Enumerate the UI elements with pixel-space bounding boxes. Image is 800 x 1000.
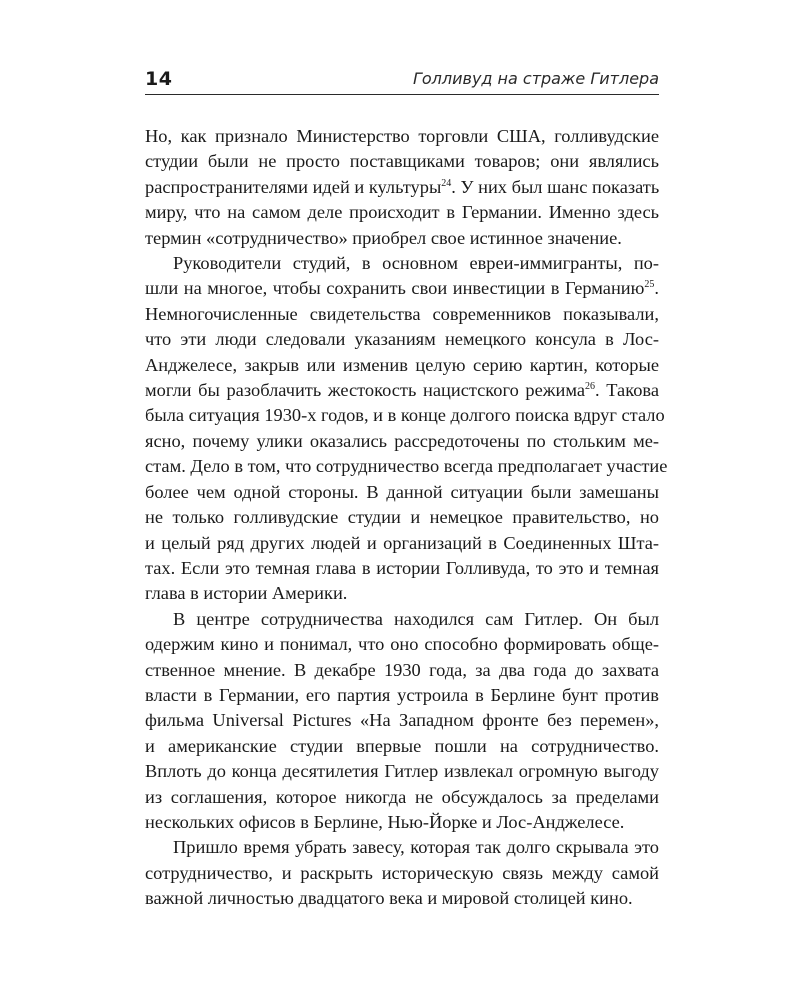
footnote-ref: 24 xyxy=(441,177,452,189)
text-line: стам. Дело в том, что сотрудничество всегда предполагает участие xyxy=(145,456,668,477)
text-line: нескольких офисов в Берлине, Нью-Йорке и Лос-Анджелесе. xyxy=(145,811,625,832)
text-line: В центре сотрудничества находился сам Гитлер. Он был xyxy=(173,608,659,629)
text-line: фильма Universal Pictures «На Западном фронте без перемен», xyxy=(145,710,659,731)
text-line: была ситуация 1930-х годов, и в конце долгого поиска вдруг стало xyxy=(145,405,665,426)
text-line xyxy=(145,175,659,200)
text-line xyxy=(145,378,659,403)
footnote-ref: 25 xyxy=(644,279,655,291)
text-line: термин «сотрудничество» приобрел свое истинное значение. xyxy=(145,227,622,248)
line-fragment: шли на многое, чтобы сохранить свои инвестиции в Германию xyxy=(145,278,645,299)
line-fragment: распространителями идей и культуры xyxy=(145,176,442,197)
paragraph-1 xyxy=(145,124,659,251)
text-line: студии были не просто поставщиками товаров; они являлись xyxy=(145,151,659,172)
running-title: Голливуд на страже Гитлера xyxy=(412,69,659,88)
text-line: Но, как признало Министерство торговли США, голливудские xyxy=(145,126,659,146)
text-line xyxy=(145,276,659,301)
text-line: что эти люди следовали указаниям немецкого консула в Лос- xyxy=(145,329,659,350)
text-line: тах. Если это темная глава в истории Голливуда, то это и темная xyxy=(145,557,659,578)
paragraph-3 xyxy=(145,607,659,836)
page-number: 14 xyxy=(145,68,173,90)
line-fragment: могли бы разоблачить жестокость нацистского режима xyxy=(145,380,585,401)
text-line: Вплоть до конца десятилетия Гитлер извлекал огромную выгоду xyxy=(145,761,659,782)
running-header xyxy=(145,64,659,95)
text-line: глава в истории Америки. xyxy=(145,583,348,604)
footnote-ref: 26 xyxy=(585,381,595,393)
body-text xyxy=(145,124,668,912)
text-line: миру, что на самом деле происходит в Германии. Именно здесь xyxy=(145,202,659,223)
text-line: Анджелесе, закрыв или изменив целую серию картин, которые xyxy=(145,354,659,375)
text-line: и американские студии впервые пошли на сотрудничество. xyxy=(145,735,659,756)
text-line: не только голливудские студии и немецкое правительство, но xyxy=(145,507,659,528)
paragraph-2 xyxy=(145,251,668,607)
line-fragment: . Такова xyxy=(595,380,659,401)
text-line: Пришло время убрать завесу, которая так долго скрывала это xyxy=(173,837,659,858)
text-line: ясно, почему улики оказались рассредоточены по стольким ме- xyxy=(145,430,659,451)
text-line: Руководители студий, в основном евреи-иммигранты, по- xyxy=(173,253,659,274)
text-line: важной личностью двадцатого века и мировой столицей кино. xyxy=(145,888,633,909)
text-line: одержим кино и понимал, что оно способно формировать обще- xyxy=(145,634,659,655)
text-line: более чем одной стороны. В данной ситуации были замешаны xyxy=(145,481,659,502)
text-line: власти в Германии, его партия устроила в Берлине бунт против xyxy=(145,684,659,705)
text-line: и целый ряд других людей и организаций в Соединенных Шта- xyxy=(145,532,659,553)
text-line: из соглашения, которое никогда не обсуждалось за пределами xyxy=(145,786,659,807)
line-fragment: . xyxy=(654,278,659,299)
text-line: ственное мнение. В декабре 1930 года, за два года до захвата xyxy=(145,659,659,680)
text-line: сотрудничество, и раскрыть историческую связь между самой xyxy=(145,862,659,883)
line-fragment: . У них был шанс показать xyxy=(451,176,660,197)
text-line: Немногочисленные свидетельства современников показывали, xyxy=(145,303,659,324)
paragraph-4 xyxy=(145,835,659,911)
